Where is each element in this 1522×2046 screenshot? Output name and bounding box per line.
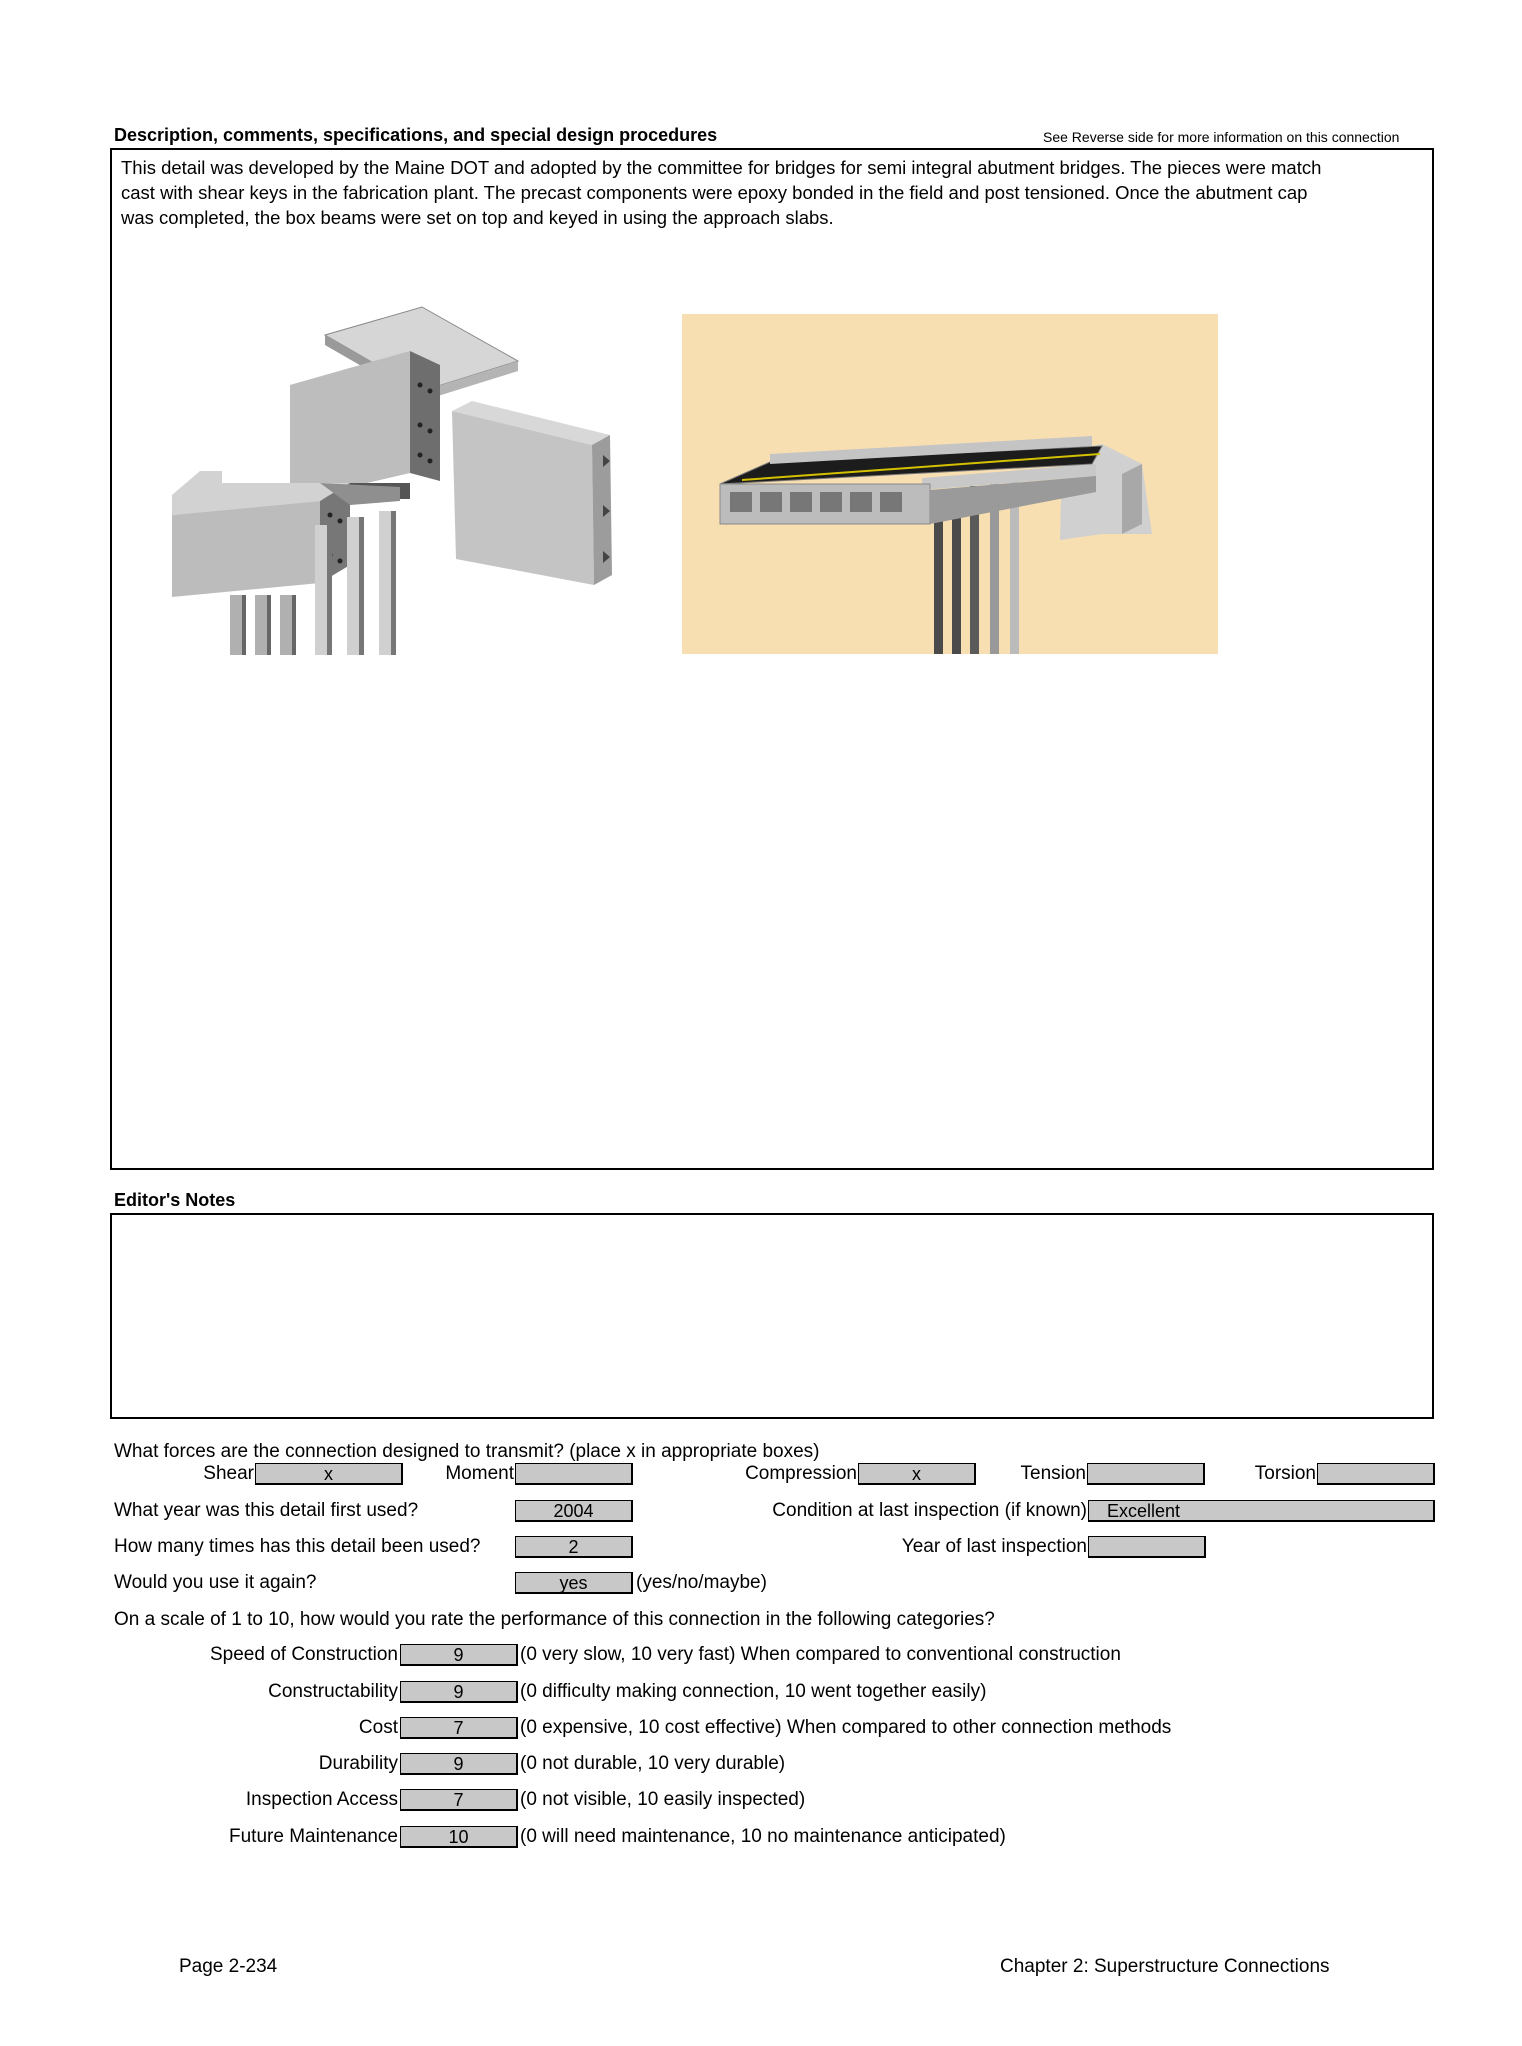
rating-field-speed[interactable]: 9 [400,1644,518,1666]
times-used-field[interactable]: 2 [515,1536,633,1558]
moment-label: Moment [445,1463,514,1484]
condition-label: Condition at last inspection (if known) [772,1500,1087,1521]
forces-question: What forces are the connection designed to transmit? (place x in appropriate boxes) [114,1441,820,1462]
editors-notes-heading: Editor's Notes [114,1190,236,1210]
editors-notes-box[interactable] [110,1213,1434,1419]
year-last-inspection-field[interactable] [1088,1536,1206,1558]
compression-label: Compression [745,1463,857,1484]
year-first-used-question: What year was this detail first used? [114,1500,419,1521]
page-number: Page 2-234 [179,1956,278,1977]
description-line: was completed, the box beams were set on top and keyed in using the approach slabs. [121,207,834,228]
description-heading: Description, comments, specifications, and special design procedures [114,125,718,145]
rating-label-durability: Durability [318,1753,398,1774]
rating-note-constructability: (0 difficulty making connection, 10 went together easily) [520,1681,987,1702]
tension-field[interactable] [1087,1463,1205,1485]
rating-note-durability: (0 not durable, 10 very durable) [520,1753,786,1774]
description-box [110,148,1434,1170]
rating-label-speed: Speed of Construction [209,1644,398,1665]
abutment-pieces-figure [160,305,640,655]
description-text [121,155,1421,230]
shear-field[interactable]: x [255,1463,403,1485]
use-again-hint: (yes/no/maybe) [636,1572,767,1593]
times-used-question: How many times has this detail been used? [114,1536,481,1557]
assembled-bridge-figure [682,314,1218,654]
use-again-question: Would you use it again? [114,1572,317,1593]
rating-field-constructability[interactable]: 9 [400,1681,518,1703]
rating-label-inspection-access: Inspection Access [245,1789,398,1810]
year-last-inspection-label: Year of last inspection [901,1536,1087,1557]
description-line: cast with shear keys in the fabrication plant. The precast components were epoxy bonded in the field and post tensioned. Once the abutment cap [121,182,1308,203]
rating-label-cost: Cost [358,1717,398,1738]
rating-label-future-maintenance: Future Maintenance [229,1826,398,1847]
description-line: This detail was developed by the Maine DOT and adopted by the committee for bridges for semi integral abutment bridges. The pieces were match [121,157,1322,178]
tension-label: Tension [1020,1463,1086,1484]
rating-note-inspection-access: (0 not visible, 10 easily inspected) [520,1789,806,1810]
use-again-field[interactable]: yes [515,1572,633,1594]
year-first-used-field[interactable]: 2004 [515,1500,633,1522]
moment-field[interactable] [515,1463,633,1485]
rating-field-cost[interactable]: 7 [400,1717,518,1739]
ratings-intro: On a scale of 1 to 10, how would you rate the performance of this connection in the following categories? [114,1609,995,1630]
rating-label-constructability: Constructability [268,1681,398,1702]
rating-note-cost: (0 expensive, 10 cost effective) When compared to other connection methods [520,1717,1172,1738]
rating-field-future-maintenance[interactable]: 10 [400,1826,518,1848]
rating-field-inspection-access[interactable]: 7 [400,1789,518,1811]
chapter-title: Chapter 2: Superstructure Connections [1000,1956,1330,1977]
compression-field[interactable]: x [858,1463,976,1485]
rating-note-future-maintenance: (0 will need maintenance, 10 no maintenance anticipated) [520,1826,1006,1847]
torsion-label: Torsion [1254,1463,1316,1484]
torsion-field[interactable] [1317,1463,1435,1485]
rating-field-durability[interactable]: 9 [400,1753,518,1775]
rating-note-speed: (0 very slow, 10 very fast) When compared to conventional construction [520,1644,1121,1665]
reverse-side-note: See Reverse side for more information on this connection [1043,129,1400,145]
shear-label: Shear [203,1463,254,1484]
condition-field[interactable]: Excellent [1088,1500,1435,1522]
